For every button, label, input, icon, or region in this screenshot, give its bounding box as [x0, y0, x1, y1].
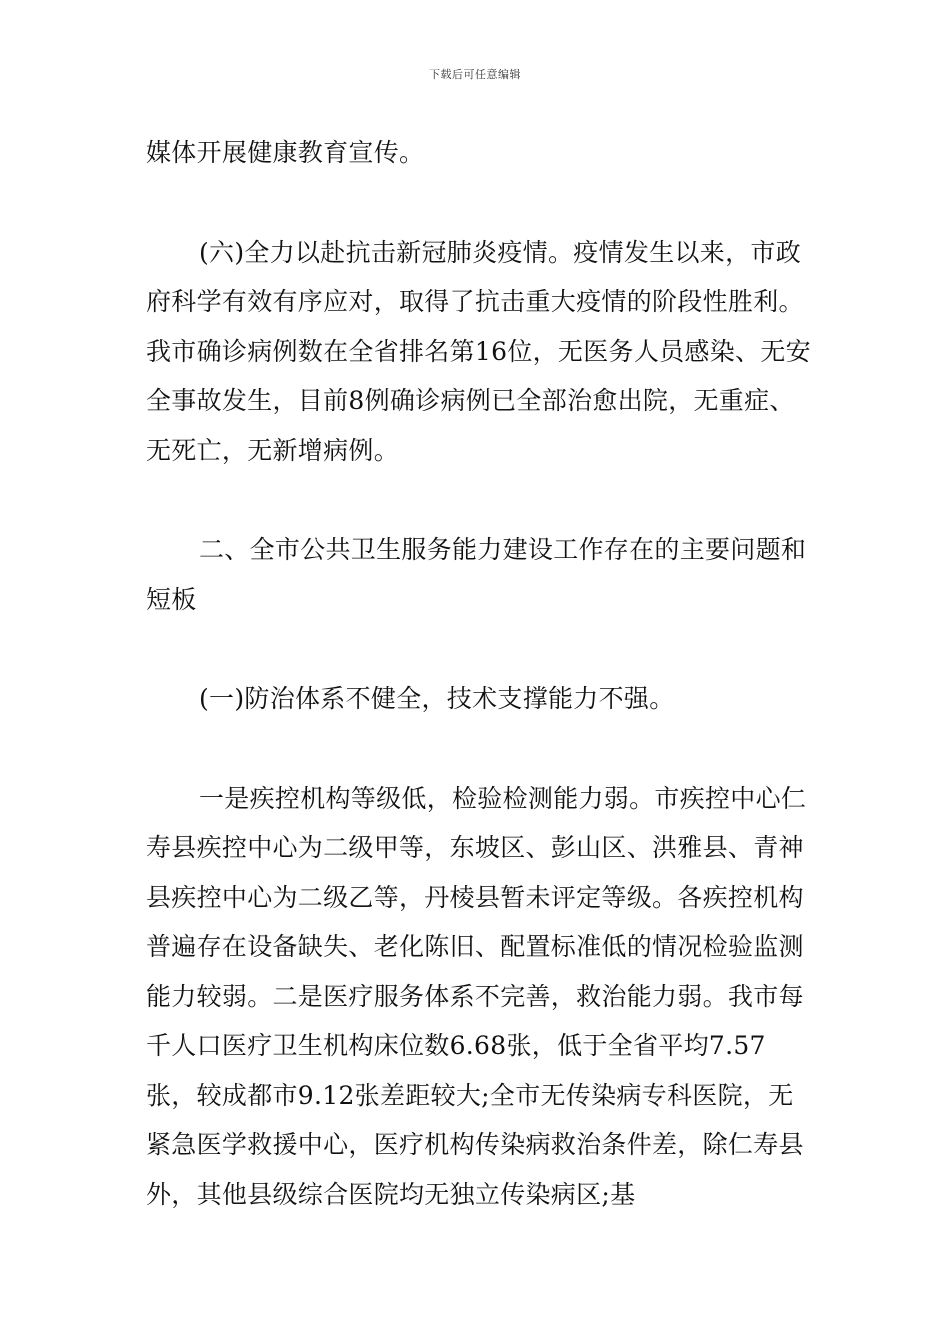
paragraph-section-six: (六)全力以赴抗击新冠肺炎疫情。疫情发生以来，市政府科学有效有序应对，取得了抗击重大疫情的阶段性胜利。我市确诊病例数在全省排名第16位，无医务人员感染、无安全事故发生，目前8例确诊病例已全部治愈出院，无重症、无死亡，无新增病例。 — [146, 237, 811, 465]
paragraph-problems: 一是疾控机构等级低，检验检测能力弱。市疾控中心仁寿县疾控中心为二级甲等，东坡区、彭山区、洪雅县、青神县疾控中心为二级乙等，丹棱县暂未评定等级。各疾控机构普遍存在设备缺失、老化陈旧、配置标准低的情况检验监测能力较弱。二是医疗服务体系不完善，救治能力弱。我市每千人口医疗卫生机构床位数6.68张，低于全省平均7.57张，较成都市9.12张差距较大;全市无传染病专科医院，无紧急医学救援中心，医疗机构传染病救治条件差，除仁寿县外，其他县级综合医院均无独立传染病区;基 — [146, 783, 807, 1209]
page-header-note: 下载后可任意编辑 — [429, 68, 521, 81]
paragraph-continuation: 媒体开展健康教育宣传。 — [146, 138, 425, 167]
subheading-one: (一)防治体系不健全，技术支撑能力不强。 — [199, 684, 675, 713]
section-heading-two: 二、全市公共卫生服务能力建设工作存在的主要问题和短板 — [146, 535, 807, 614]
document-body — [146, 128, 816, 1219]
